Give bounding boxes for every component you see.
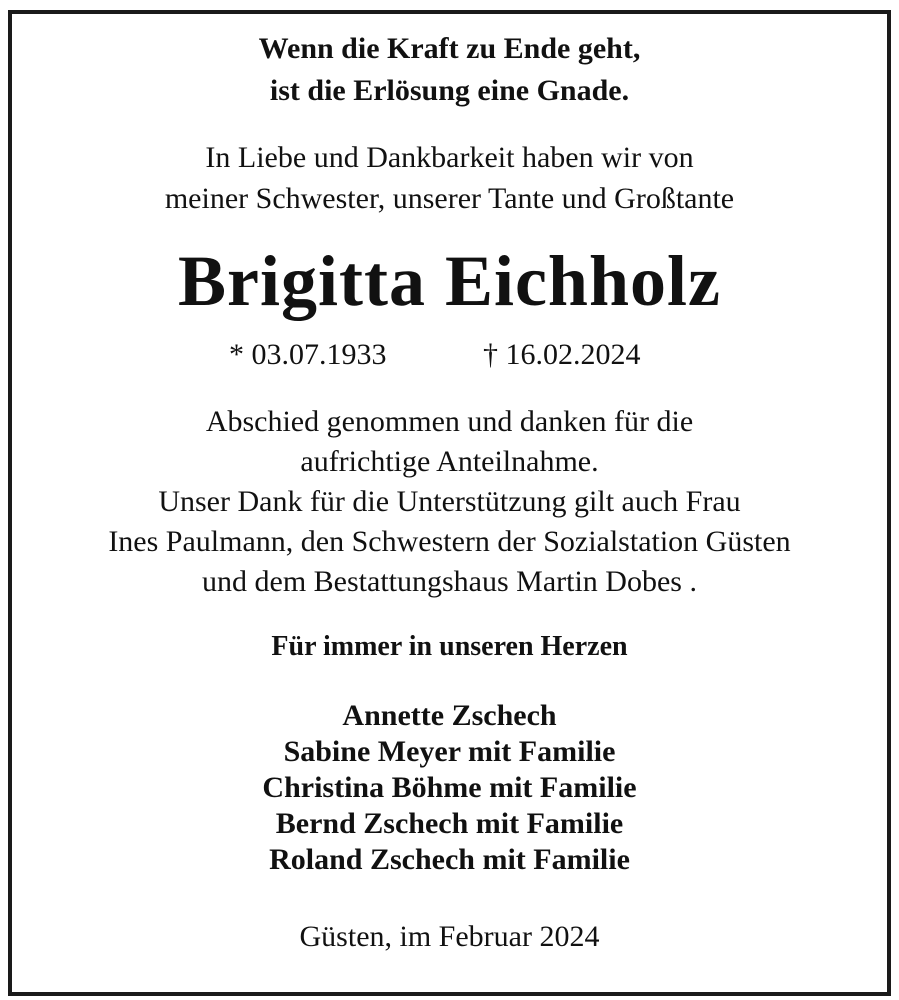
closing-line: Für immer in unseren Herzen [271, 631, 628, 662]
mourner-3: Christina Böhme mit Familie [262, 771, 637, 804]
motto-line-2: ist die Erlösung eine Gnade. [269, 74, 630, 107]
mourner-1: Annette Zschech [342, 699, 557, 732]
mourner-2: Sabine Meyer mit Familie [283, 735, 616, 768]
motto-line-1: Wenn die Kraft zu Ende geht, [258, 32, 641, 65]
death-date: † 16.02.2024 [483, 338, 641, 371]
message-line-2: aufrichtige Anteilnahme. [300, 445, 599, 478]
message-line-3: Unser Dank für die Unterstützung gilt auch Frau [158, 485, 741, 518]
message-line-1: Abschied genommen und danken für die [205, 405, 694, 438]
birth-date: * 03.07.1933 [229, 338, 387, 371]
message-line-4: Ines Paulmann, den Schwestern der Sozialstation Güsten [108, 525, 791, 558]
intro-line-2: meiner Schwester, unserer Tante und Großtante [164, 182, 735, 215]
mourner-4: Bernd Zschech mit Familie [275, 807, 624, 840]
message-line-5: und dem Bestattungshaus Martin Dobes . [202, 565, 697, 598]
deceased-name: Brigitta Eichholz [178, 241, 721, 321]
intro-line-1: In Liebe und Dankbarkeit haben wir von [205, 141, 694, 174]
mourner-5: Roland Zschech mit Familie [269, 843, 630, 876]
place-and-date: Güsten, im Februar 2024 [299, 920, 600, 953]
